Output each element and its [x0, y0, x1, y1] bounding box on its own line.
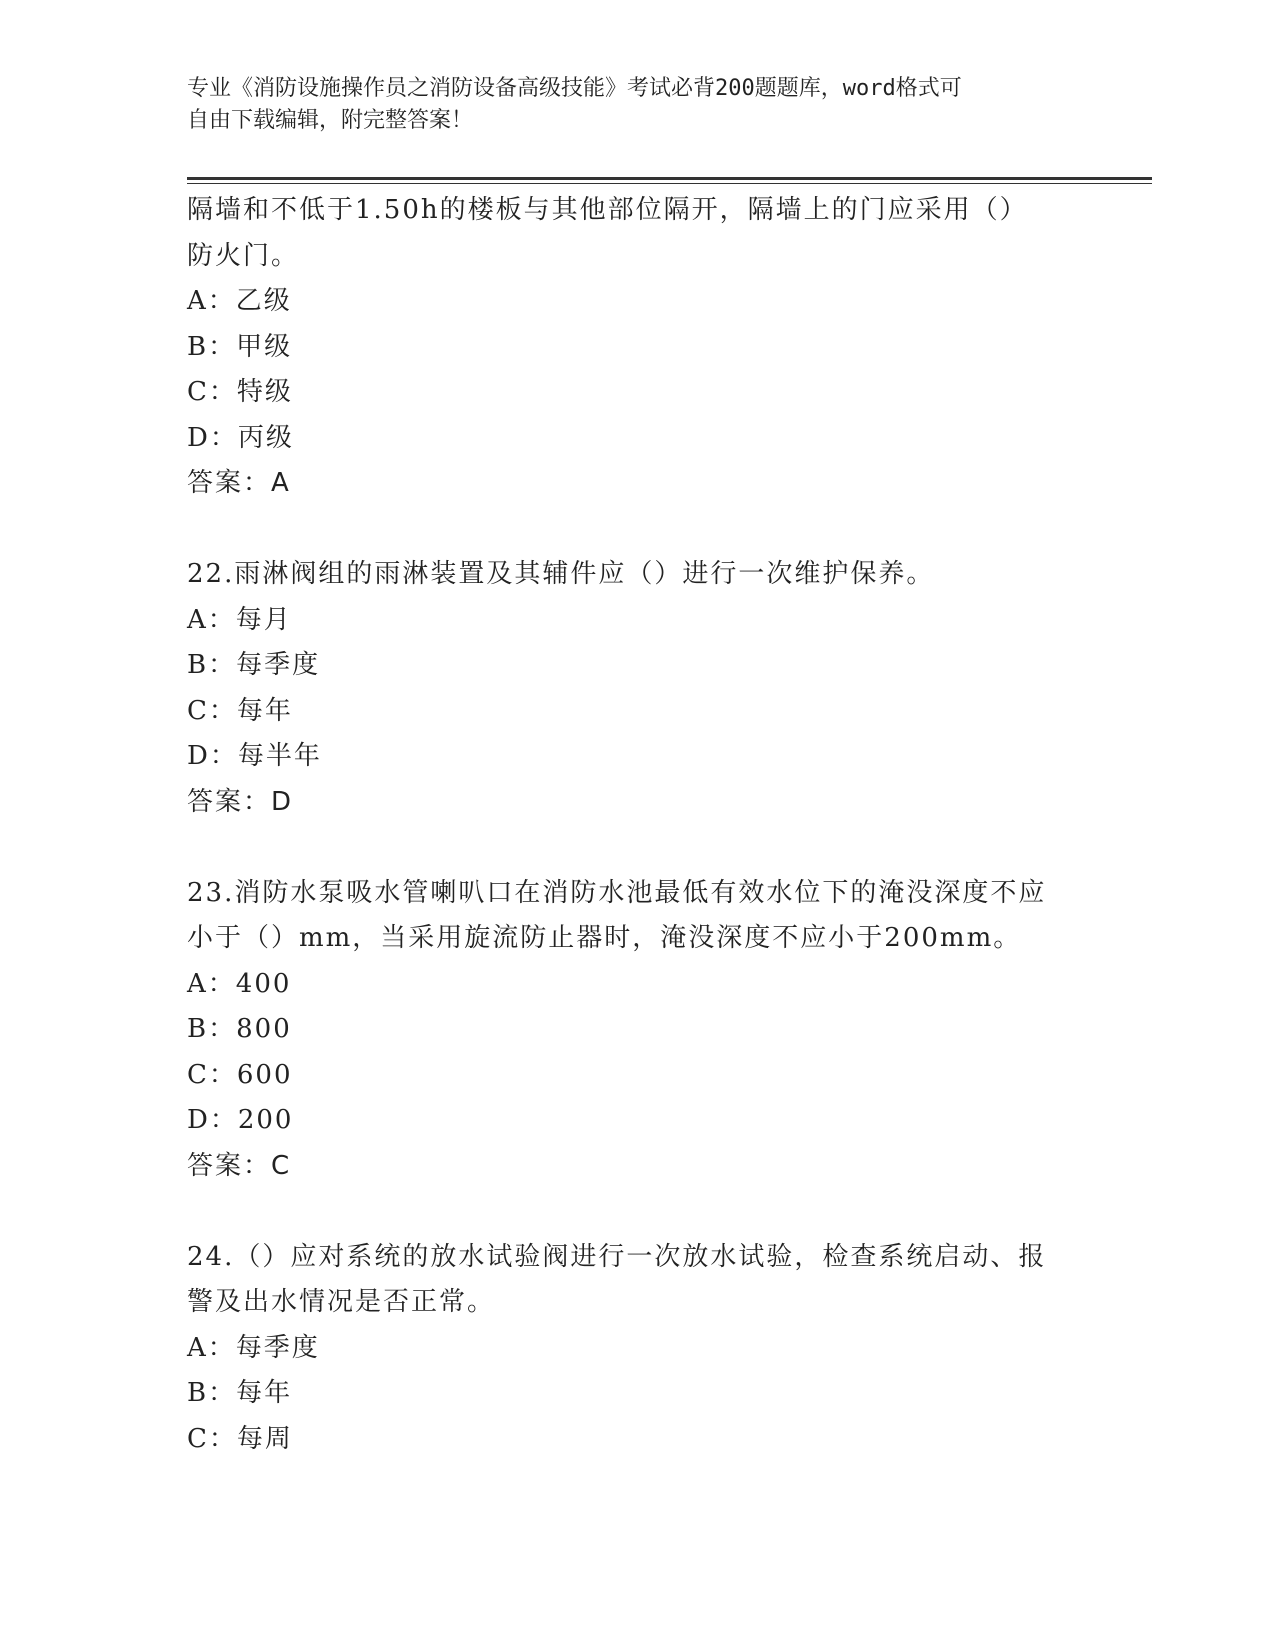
option-b: B：800 [187, 1014, 292, 1044]
question-23 [187, 871, 1087, 1190]
option-b: B：每年 [187, 1378, 293, 1408]
header-title-line-1: 专业《消防设施操作员之消防设备高级技能》考试必背200题题库，word格式可 [187, 76, 962, 101]
question-stem-line: 24.（）应对系统的放水试验阀进行一次放水试验，检查系统启动、报 [187, 1241, 1047, 1272]
question-stem-line: 警及出水情况是否正常。 [187, 1287, 496, 1317]
option-a: A：乙级 [187, 286, 292, 316]
option-a: A：400 [187, 968, 292, 999]
question-stem-line: 22.雨淋阀组的雨淋装置及其辅件应（）进行一次维护保养。 [187, 559, 935, 589]
header-title-line-2: 自由下载编辑，附完整答案！ [187, 108, 474, 133]
document-header [187, 73, 1087, 137]
question-spacer [187, 825, 1087, 871]
header-divider-thin [187, 183, 1152, 184]
question-22 [187, 552, 1087, 825]
question-24 [187, 1235, 1087, 1463]
question-stem-line: 小于（）mm，当采用旋流防止器时，淹没深度不应小于200mm。 [187, 923, 1022, 953]
option-d: D：200 [187, 1105, 294, 1135]
question-spacer [187, 507, 1087, 553]
question-stem-line: 防火门。 [187, 240, 300, 271]
option-d: D：每半年 [187, 741, 322, 771]
option-c: C：每年 [187, 695, 293, 726]
option-d: D：丙级 [187, 422, 294, 453]
question-21 [187, 188, 1087, 507]
question-stem-line: 隔墙和不低于1.50h的楼板与其他部位隔开，隔墙上的门应采用（） [187, 195, 1028, 225]
answer-line: 答案：A [187, 468, 291, 498]
option-c: C：600 [187, 1059, 293, 1090]
option-c: C：特级 [187, 377, 293, 407]
option-a: A：每月 [187, 604, 292, 635]
question-stem-line: 23.消防水泵吸水管喇叭口在消防水池最低有效水位下的淹没深度不应 [187, 877, 1047, 908]
option-b: B：甲级 [187, 331, 293, 362]
answer-line: 答案：C [187, 1150, 292, 1181]
header-divider-thick [187, 177, 1152, 180]
option-b: B：每季度 [187, 650, 321, 680]
option-a: A：每季度 [187, 1332, 320, 1363]
question-spacer [187, 1189, 1087, 1235]
question-list [187, 188, 1087, 1462]
answer-line: 答案：D [187, 786, 294, 817]
option-c: C：每周 [187, 1423, 293, 1454]
